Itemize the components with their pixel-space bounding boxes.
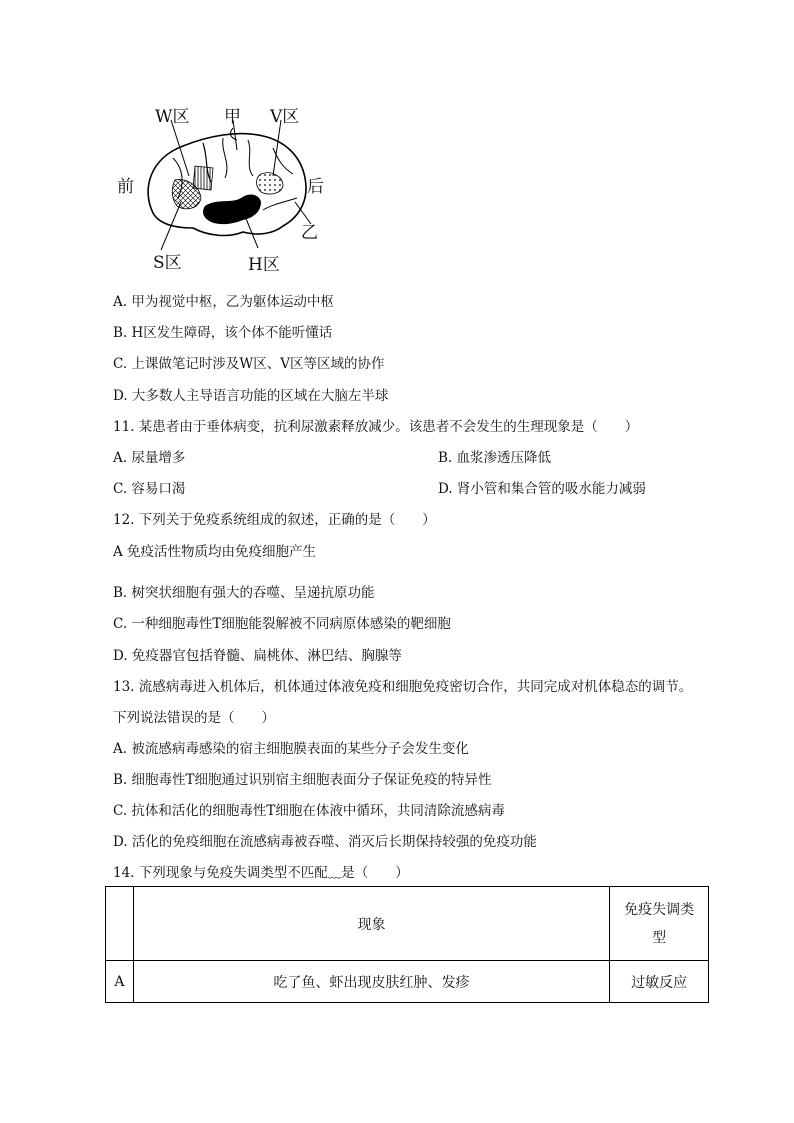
table-header-row — [106, 887, 709, 961]
q11-stem: 11. 某患者由于垂体病变，抗利尿激素释放减少。该患者不会发生的生理现象是（ ） — [113, 419, 639, 435]
header-cell-blank — [106, 887, 134, 961]
q13-option-c: C. 抗体和活化的细胞毒性T细胞在体液中循环，共同清除流感病毒 — [113, 803, 505, 819]
q10-option-d: D. 大多数人主导语言功能的区域在大脑左半球 — [113, 388, 389, 404]
q12-option-c: C. 一种细胞毒性T细胞能裂解被不同病原体感染的靶细胞 — [113, 616, 451, 632]
q11-option-d: D. 肾小管和集合管的吸水能力减弱 — [438, 481, 646, 497]
header-type-line1: 免疫失调类 — [624, 901, 695, 918]
h-area-label: H区 — [248, 255, 280, 275]
q12-option-a: A 免疫活性物质均由免疫细胞产生 — [113, 544, 317, 560]
jia-label: 甲 — [224, 107, 241, 127]
row-a-type: 过敏反应 — [610, 961, 709, 1003]
back-label: 后 — [307, 177, 324, 197]
yi-label: 乙 — [301, 223, 318, 243]
header-cell-type — [610, 887, 709, 961]
row-a-phenomenon: 吃了鱼、虾出现皮肤红肿、发疹 — [133, 961, 609, 1003]
q13-option-b: B. 细胞毒性T细胞通过识别宿主细胞表面分子保证免疫的特异性 — [113, 772, 492, 788]
q11-option-b: B. 血浆渗透压降低 — [438, 450, 552, 466]
q10-option-c: C. 上课做笔记时涉及W区、V区等区域的协作 — [113, 356, 385, 372]
v-area-label: V区 — [270, 107, 300, 127]
w-area-label: W区 — [155, 107, 190, 127]
table-row — [106, 961, 709, 1003]
header-type-line2: 型 — [652, 929, 667, 946]
s-area-label: S区 — [153, 253, 182, 273]
brain-figure — [113, 98, 343, 278]
q12-option-d: D. 免疫器官包括脊髓、扁桃体、淋巴结、胸腺等 — [113, 648, 402, 664]
q12-stem: 12. 下列关于免疫系统组成的叙述，正确的是（ ） — [113, 512, 436, 528]
q11-option-c: C. 容易口渴 — [113, 481, 186, 497]
q11-option-a: A. 尿量增多 — [113, 450, 186, 466]
header-cell-phenomenon: 现象 — [133, 887, 609, 961]
q13-stem-line2: 下列说法错误的是（ ） — [113, 710, 275, 726]
row-a-label: A — [106, 961, 134, 1003]
q14-table — [105, 886, 709, 1003]
q13-stem-line1: 13. 流感病毒进入机体后，机体通过体液免疫和细胞免疫密切合作，共同完成对机体稳态的调节。 — [113, 679, 693, 695]
q10-option-b: B. H区发生障碍，该个体不能听懂话 — [113, 325, 333, 341]
q10-option-a: A. 甲为视觉中枢，乙为躯体运动中枢 — [113, 294, 334, 310]
q13-option-a: A. 被流感病毒感染的宿主细胞膜表面的某些分子会发生变化 — [113, 741, 469, 757]
q13-option-d: D. 活化的免疫细胞在流感病毒被吞噬、消灭后长期保持较强的免疫功能 — [113, 834, 537, 850]
front-label: 前 — [117, 177, 134, 197]
q12-option-b: B. 树突状细胞有强大的吞噬、呈递抗原功能 — [113, 585, 375, 601]
q14-stem: 14. 下列现象与免疫失调类型不匹配﹏是（ ） — [113, 865, 409, 881]
